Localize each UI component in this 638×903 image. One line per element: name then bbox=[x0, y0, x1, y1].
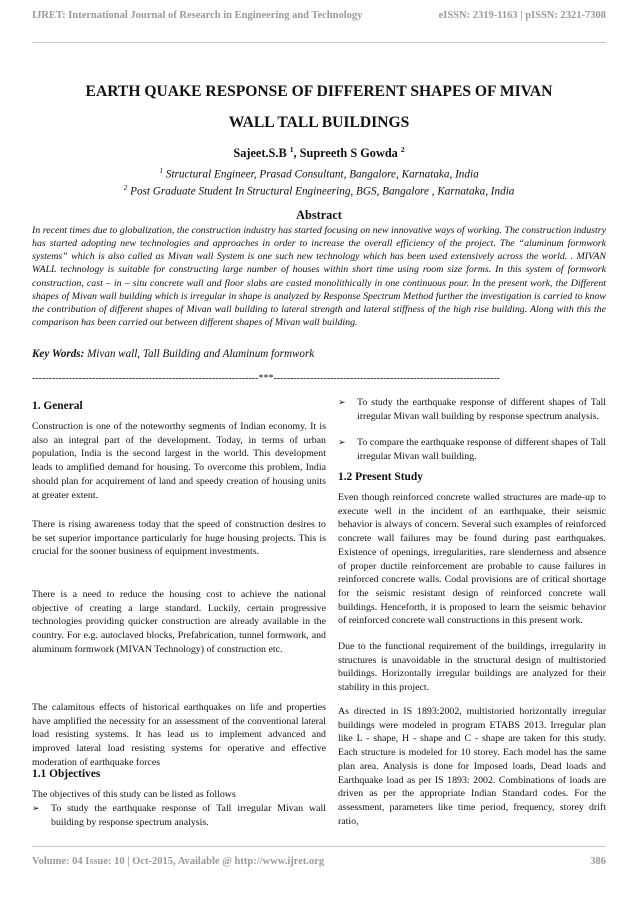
list-item-text: To compare the earthquake response of different shapes of Tall irregular Mivan wall building. bbox=[357, 437, 606, 462]
arrow-bullet-icon: ➢ bbox=[338, 437, 346, 447]
abstract-heading: Abstract bbox=[296, 208, 342, 222]
header-rule bbox=[32, 42, 606, 43]
affiliation-1-num: 1 bbox=[159, 166, 164, 175]
title-line-2: WALL TALL BUILDINGS bbox=[228, 114, 410, 131]
affiliation-2-text: Post Graduate Student In Structural Engineering, BGS, Bangalore , Karnataka, India bbox=[130, 185, 515, 198]
paragraph: There is rising awareness today that the speed of construction desires to be set superior importance particularly for huge housing projects. This is crucial for the sooner business of equipment investments. bbox=[32, 519, 326, 558]
paragraph: Construction is one of the noteworthy segments of Indian economy. It is also an integral part of the development. Today, in terms of urban population, India is the second largest in the world. This development leads to amplified demand for housing. To overcome this problem, India should plan for acquirement of land and speedy creation of housing units at greater extent. bbox=[32, 421, 326, 501]
issn: eISSN: 2319-1163 | pISSN: 2321-7308 bbox=[438, 10, 606, 21]
journal-name: IJRET: International Journal of Research in Engineering and Technology bbox=[32, 10, 363, 21]
author-1-sup: 1 bbox=[289, 145, 294, 154]
affiliation-2-num: 2 bbox=[123, 183, 128, 192]
list-item bbox=[32, 802, 326, 829]
author-separator: , bbox=[293, 146, 300, 161]
footer-volume-info: Volume: 04 Issue: 10 | Oct-2015, Available @ http://www.ijret.org bbox=[32, 856, 325, 867]
author-2-sup: 2 bbox=[400, 145, 405, 154]
section-heading-general: 1. General bbox=[32, 400, 83, 412]
arrow-bullet-icon: ➢ bbox=[32, 803, 40, 813]
affiliation-2 bbox=[32, 183, 606, 198]
authors bbox=[32, 145, 606, 161]
paragraph: The calamitous effects of historical earthquakes on life and properties have amplified the necessity for an assessment of the conventional lateral load resisting systems. It has lead us to implement advanced and improved lateral load resisting systems for operative and effective moderation of earthquake forces bbox=[32, 702, 326, 768]
paragraph: Even though reinforced concrete walled structures are made-up to execute well in the incident of an earthquake, their seismic behavior is always of concern. Several such examples of reinforced concrete wall failures may be found during past earthquakes. Existence of openings, irregularities, rare slenderness and absence of proper ductile reinforcement are probable to cause failures in reinforced concrete walls. Codal provisions are of critical shortage for the seismic resistant design of reinforced concrete wall buildings. Henceforth, it is proposed to learn the seismic behavior of reinforced concrete wall constructions in this present work. bbox=[338, 492, 606, 627]
list-item bbox=[338, 396, 606, 423]
paragraph: There is a need to reduce the housing cost to achieve the national objective of creating a large standard. Luckily, certain progressive technologies providing quicker construction are already available in the country. For e.g. autoclaved blocks, Prefabrication, tunnel formwork, and aluminum formwork (MIVAN Technology) of construction etc. bbox=[32, 589, 326, 655]
paragraph: Due to the functional requirement of the buildings, irregularity in structures is unavoidable in the structural design of multistoried buildings. Horizontally irregular buildings are analyzed for their stability in this project. bbox=[338, 641, 606, 694]
arrow-bullet-icon: ➢ bbox=[338, 397, 346, 407]
section-heading-objectives: 1.1 Objectives bbox=[32, 768, 101, 780]
paragraph: The objectives of this study can be listed as follows bbox=[32, 789, 236, 800]
list-item-text: To study the earthquake response of different shapes of Tall irregular Mivan wall building by response spectrum analysis. bbox=[357, 397, 606, 422]
list-item bbox=[338, 436, 606, 463]
title-line-1: EARTH QUAKE RESPONSE OF DIFFERENT SHAPES OF MIVAN bbox=[85, 83, 553, 100]
keywords-label: Key Words: bbox=[32, 348, 85, 360]
paper-title bbox=[40, 76, 598, 138]
affiliation-1 bbox=[32, 166, 606, 181]
section-separator: --------------------------------------------------------------------***-------------------------------------------------------------------- bbox=[32, 373, 500, 384]
keywords bbox=[32, 348, 314, 360]
footer-rule bbox=[32, 846, 606, 847]
running-header bbox=[32, 10, 606, 24]
affiliation-1-text: Structural Engineer, Prasad Consultant, Bangalore, Karnataka, India bbox=[165, 168, 479, 181]
section-heading-present-study: 1.2 Present Study bbox=[338, 471, 423, 483]
paragraph: As directed in IS 1893:2002, multistoried horizontally irregular buildings were modeled in program ETABS 2013. Irregular plan like L - shape, H - shape and C - shape are taken for this study. Each structure is modeled for 10 storey. Each model has the same plan area. Analysis is done for Imposed loads, Dead loads and Earthquake load as per IS 1893: 2002. Combinations of loads are driven as per the appropriate Indian Standard codes. For the assessment, parameters like time period, frequency, storey drift ratio, bbox=[338, 706, 606, 827]
keywords-text: Mivan wall, Tall Building and Aluminum formwork bbox=[84, 348, 315, 360]
author-2: Supreeth S Gowda bbox=[299, 146, 398, 161]
page-number: 386 bbox=[590, 856, 606, 867]
abstract-text: In recent times due to globalization, the construction industry has started focusing on new innovative ways of working. The construction industry has started adopting new technologies and approaches in order to increase the overall efficiency of the project. The “aluminum formwork systems” which is also called as Mivan wall System is one such new technology which has been used extensively across the world. . MIVAN WALL technology is suitable for constructing large number of houses within short time using room size forms. In this system of formwork construction, cast – in – situ concrete wall and floor slabs are casted monolithically in one continuous pour. In the present work, the Different shapes of Mivan wall building which is irregular in shape is analyzed by Response Spectrum Method further the investigation is carried to know the contribution of different shapes of Mivan wall building to lateral strength and lateral stiffness of the high rise building. Along with this the comparison has been carried out between different shapes of Mivan wall building. bbox=[32, 225, 606, 329]
list-item-text: To study the earthquake response of Tall irregular Mivan wall building by response spectrum analysis. bbox=[51, 803, 326, 828]
author-1: Sajeet.S.B bbox=[233, 146, 287, 161]
